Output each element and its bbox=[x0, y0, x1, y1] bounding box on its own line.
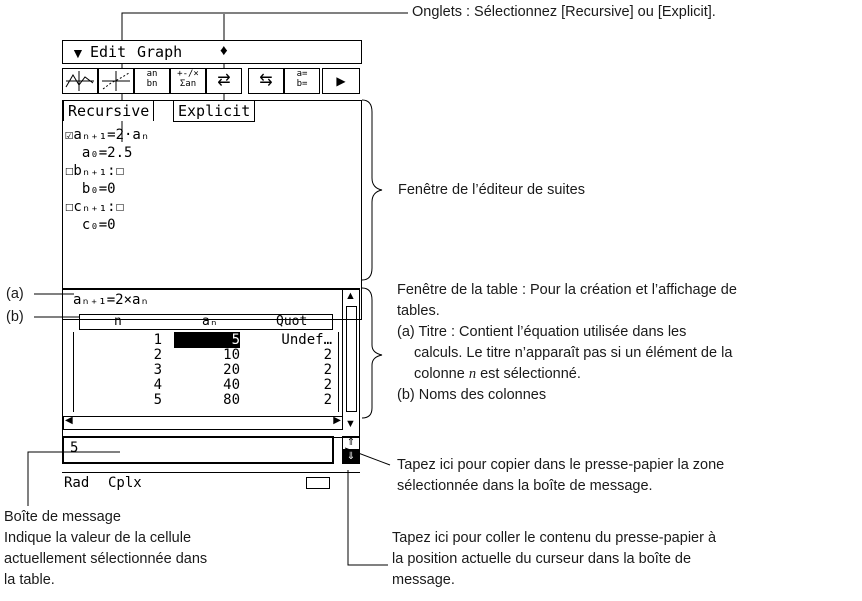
label-a: (a) bbox=[6, 286, 24, 302]
callout-paste-3: message. bbox=[392, 572, 455, 588]
graph-menu[interactable]: Graph bbox=[137, 43, 183, 61]
copy-button[interactable] bbox=[342, 436, 360, 450]
callout-msg-2: Indique la valeur de la cellule bbox=[4, 530, 192, 546]
table-cell[interactable]: 2 bbox=[323, 362, 332, 378]
scroll-left-icon[interactable]: ◀ bbox=[65, 415, 73, 426]
callout-copy-2: sélectionnée dans la boîte de message. bbox=[397, 478, 653, 494]
table-cell[interactable]: 5 bbox=[153, 392, 162, 408]
status-bar bbox=[62, 472, 360, 493]
table-cell[interactable]: 2 bbox=[323, 347, 332, 363]
message-box-value: 5 bbox=[70, 440, 79, 456]
tab-recursive[interactable]: Recursive bbox=[63, 101, 154, 121]
tab-explicit[interactable]: Explicit bbox=[173, 101, 255, 122]
menu-dropdown-icon[interactable]: ▼ bbox=[71, 45, 85, 61]
callout-a-title-3n: n bbox=[468, 366, 477, 382]
toolbar bbox=[62, 68, 360, 94]
callout-a-title-3b: est sélectionné. bbox=[476, 366, 581, 382]
graph-draw-icon bbox=[63, 69, 97, 93]
sequence-b-line[interactable]: ☐bₙ₊₁:☐ bbox=[65, 163, 125, 179]
table-swap-button[interactable]: ⇆ bbox=[248, 68, 284, 94]
table-input-button[interactable]: ⇄ bbox=[206, 68, 242, 94]
table-cell[interactable]: 1 bbox=[153, 332, 162, 348]
table-cell[interactable]: 80 bbox=[223, 392, 240, 408]
sequence-c-line[interactable]: ☐cₙ₊₁:☐ bbox=[65, 199, 125, 215]
callout-editor-window: Fenêtre de l’éditeur de suites bbox=[398, 182, 585, 198]
table-cell-selected[interactable]: 5 bbox=[174, 332, 240, 348]
callout-table-window-1: Fenêtre de la table : Pour la création et l’affichage de bbox=[397, 282, 737, 298]
callout-a-title-3a: colonne bbox=[414, 366, 469, 382]
edit-menu[interactable]: Edit bbox=[90, 43, 127, 61]
table-window bbox=[62, 288, 360, 438]
assign-button[interactable]: a= b= bbox=[284, 68, 320, 94]
callout-table-window-2: tables. bbox=[397, 303, 440, 319]
message-box[interactable] bbox=[62, 436, 334, 464]
menu-bar bbox=[62, 40, 362, 64]
label-b: (b) bbox=[6, 309, 24, 325]
copy-icon: ⇑ bbox=[346, 437, 356, 448]
table-header bbox=[79, 314, 333, 330]
callout-b-names: (b) Noms des colonnes bbox=[397, 387, 547, 403]
table-title: aₙ₊₁=2×aₙ bbox=[73, 292, 149, 308]
callout-msg-4: la table. bbox=[4, 572, 55, 588]
table-cell[interactable]: 2 bbox=[323, 377, 332, 393]
table-body bbox=[73, 332, 339, 412]
callout-msg-1: Boîte de message bbox=[4, 509, 121, 525]
callout-paste-1: Tapez ici pour coller le contenu du presse-papier à bbox=[392, 530, 717, 546]
table-cell[interactable]: 2 bbox=[323, 392, 332, 408]
callout-paste-2: la position actuelle du curseur dans la boîte de bbox=[392, 551, 692, 567]
graph-draw-button[interactable] bbox=[62, 68, 98, 94]
toolbar-more-button[interactable]: ▶ bbox=[322, 68, 360, 94]
plot-button[interactable] bbox=[98, 68, 134, 94]
table-cell[interactable]: 40 bbox=[223, 377, 240, 393]
sequence-a-initial[interactable]: a₀=2.5 bbox=[65, 145, 133, 161]
callout-a-title-2: calculs. Le titre n’apparaît pas si un élément de la bbox=[414, 345, 733, 361]
column-header-quot[interactable]: Quot bbox=[276, 314, 308, 329]
column-header-an[interactable]: aₙ bbox=[202, 314, 218, 329]
sequence-a-line[interactable]: ☑aₙ₊₁=2·aₙ bbox=[65, 127, 150, 143]
callout-a-title-1: (a) Titre : Contient l’équation utilisée dans les bbox=[397, 324, 687, 340]
horizontal-scrollbar[interactable] bbox=[63, 416, 343, 430]
table-cell[interactable]: 3 bbox=[153, 362, 162, 378]
calculator-screen bbox=[62, 40, 362, 502]
scroll-right-icon[interactable]: ▶ bbox=[333, 415, 341, 426]
callout-tabs: Onglets : Sélectionnez [Recursive] ou [Explicit]. bbox=[412, 4, 716, 20]
angle-mode: Rad bbox=[64, 475, 90, 491]
callout-copy-1: Tapez ici pour copier dans le presse-papier la zone bbox=[397, 457, 725, 473]
table-cell[interactable]: 10 bbox=[223, 347, 240, 363]
table-cell[interactable]: 2 bbox=[153, 347, 162, 363]
sequence-editor-window bbox=[62, 100, 362, 320]
paste-button[interactable] bbox=[342, 450, 360, 464]
battery-icon bbox=[306, 477, 330, 489]
table-cell[interactable]: 20 bbox=[223, 362, 240, 378]
sequence-b-initial[interactable]: b₀=0 bbox=[65, 181, 116, 197]
vertical-scrollbar[interactable] bbox=[342, 290, 359, 430]
scroll-thumb[interactable] bbox=[346, 306, 357, 412]
callout-a-title-3 bbox=[414, 364, 581, 385]
table-cell[interactable]: Undef… bbox=[281, 332, 332, 348]
paste-icon: ⇓ bbox=[346, 451, 356, 462]
plot-icon bbox=[99, 69, 133, 93]
sum-button[interactable]: +-/× Σan bbox=[170, 68, 206, 94]
scroll-down-icon[interactable]: ▼ bbox=[345, 418, 356, 430]
column-header-n[interactable]: n bbox=[114, 314, 122, 329]
complex-mode: Cplx bbox=[108, 475, 142, 491]
callout-msg-3: actuellement sélectionnée dans bbox=[4, 551, 208, 567]
sequence-terms-button[interactable]: an bn bbox=[134, 68, 170, 94]
table-cell[interactable]: 4 bbox=[153, 377, 162, 393]
diamond-menu[interactable]: ♦ bbox=[220, 42, 228, 59]
sequence-c-initial[interactable]: c₀=0 bbox=[65, 217, 116, 233]
scroll-up-icon[interactable]: ▲ bbox=[345, 290, 356, 302]
